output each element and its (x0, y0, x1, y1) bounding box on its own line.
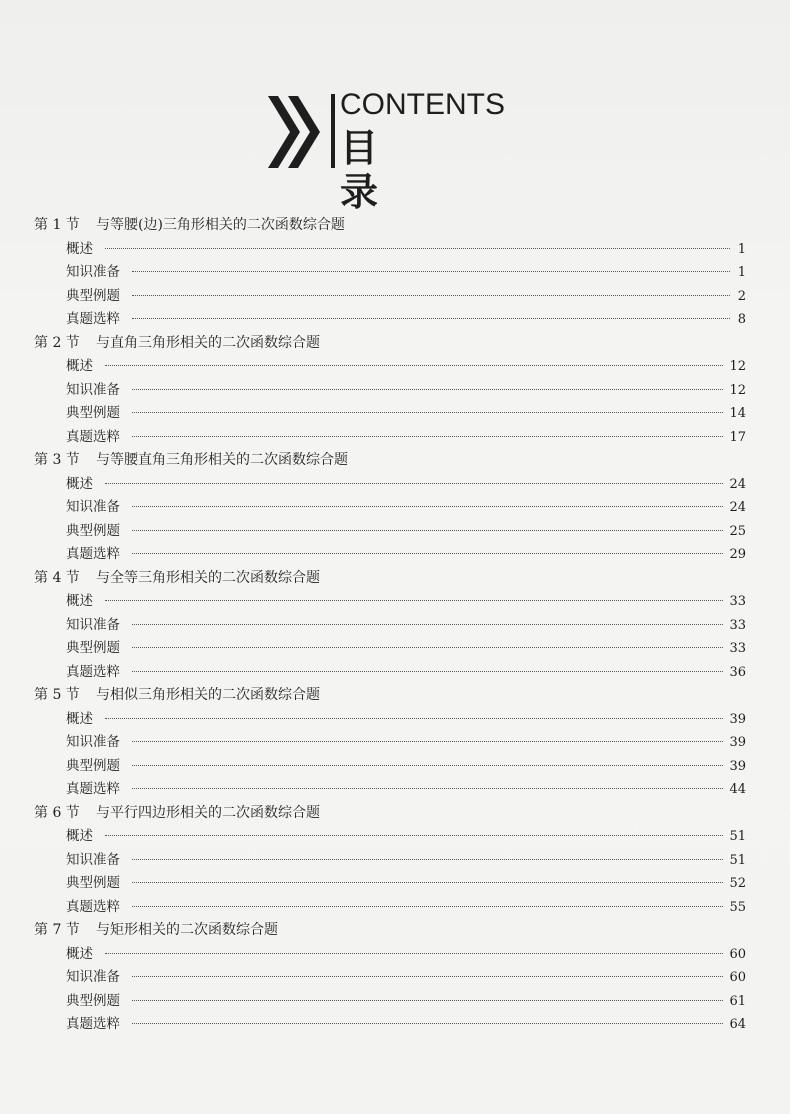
page-number: 39 (729, 711, 746, 727)
entry-label: 真题选粹 (66, 663, 120, 680)
entry-label: 典型例题 (66, 757, 120, 774)
page-number: 1 (737, 241, 746, 257)
page-number: 17 (729, 429, 746, 445)
entry-label: 真题选粹 (66, 781, 120, 797)
chapter-title: 与等腰直角三角形相关的二次函数综合题 (96, 452, 348, 468)
page-number: 55 (729, 899, 746, 915)
page-number: 44 (729, 782, 746, 797)
dot-leader (105, 599, 723, 601)
chapter-title: 与直角三角形相关的二次函数综合题 (96, 334, 320, 351)
header-divider (331, 94, 335, 168)
entry-label: 概述 (66, 828, 93, 844)
chapter-number: 第 6 节 (34, 804, 80, 821)
entry-label: 概述 (66, 475, 93, 492)
entry-label: 知识准备 (66, 851, 120, 868)
toc-entry[interactable] (34, 943, 746, 967)
toc-entry[interactable] (34, 990, 746, 1014)
table-of-contents (34, 214, 746, 1037)
dot-leader (105, 717, 723, 719)
page-number: 33 (729, 641, 746, 656)
dot-leader (105, 952, 723, 954)
toc-entry[interactable] (34, 379, 746, 403)
chapter-heading[interactable] (34, 332, 746, 356)
entry-label: 典型例题 (66, 640, 120, 656)
toc-entry[interactable] (34, 966, 746, 990)
toc-entry[interactable] (34, 426, 746, 450)
page-number: 52 (729, 876, 746, 891)
page-number: 1 (737, 265, 746, 280)
chapter-number: 第 1 节 (34, 217, 80, 233)
chapter-heading[interactable] (34, 919, 746, 943)
toc-entry[interactable] (34, 661, 746, 685)
page-number: 14 (729, 406, 746, 421)
entry-label: 知识准备 (66, 969, 120, 985)
toc-entry[interactable] (34, 355, 746, 379)
dot-leader (132, 294, 730, 296)
chapter-title: 与相似三角形相关的二次函数综合题 (96, 687, 320, 703)
page-number: 39 (729, 735, 746, 750)
entry-label: 典型例题 (66, 875, 120, 891)
entry-label: 知识准备 (66, 499, 120, 515)
chapter-number: 第 3 节 (34, 452, 80, 468)
toc-entry[interactable] (34, 496, 746, 520)
dot-leader (132, 787, 723, 789)
page-number: 2 (737, 288, 746, 304)
dot-leader (132, 411, 723, 413)
entry-label: 知识准备 (66, 264, 120, 280)
entry-label: 真题选粹 (66, 311, 120, 327)
entry-label: 概述 (66, 945, 93, 962)
chapter-title: 与全等三角形相关的二次函数综合题 (96, 569, 320, 586)
page-number: 33 (729, 617, 746, 633)
toc-entry[interactable] (34, 520, 746, 544)
dot-leader (132, 435, 723, 437)
toc-entry[interactable] (34, 1013, 746, 1037)
entry-label: 概述 (66, 358, 93, 374)
page-number: 36 (729, 664, 746, 680)
toc-entry[interactable] (34, 849, 746, 873)
chapter-heading[interactable] (34, 449, 746, 473)
toc-entry[interactable] (34, 402, 746, 426)
page-number: 51 (729, 829, 746, 844)
toc-entry[interactable] (34, 543, 746, 567)
entry-label: 知识准备 (66, 734, 120, 750)
toc-entry[interactable] (34, 614, 746, 638)
toc-entry[interactable] (34, 778, 746, 802)
toc-entry[interactable] (34, 637, 746, 661)
page-title: 目 录 (340, 126, 413, 214)
chapter-heading[interactable] (34, 567, 746, 591)
dot-leader (132, 505, 723, 507)
chapter-number: 第 4 节 (34, 569, 80, 586)
toc-entry[interactable] (34, 755, 746, 779)
page-number: 51 (729, 852, 746, 868)
toc-header (268, 88, 528, 214)
page-number: 33 (729, 594, 746, 609)
entry-label: 真题选粹 (66, 1016, 120, 1032)
entry-label: 概述 (66, 593, 93, 609)
page-number: 24 (729, 476, 746, 492)
dot-leader (132, 764, 723, 766)
entry-label: 知识准备 (66, 616, 120, 633)
page-number: 12 (729, 382, 746, 398)
dot-leader (105, 247, 730, 249)
page-number: 29 (729, 547, 746, 562)
page-number: 12 (729, 359, 746, 374)
entry-label: 典型例题 (66, 522, 120, 539)
double-chevron-icon (268, 96, 328, 168)
toc-entry[interactable] (34, 896, 746, 920)
dot-leader (132, 388, 723, 390)
entry-label: 真题选粹 (66, 898, 120, 915)
entry-label: 典型例题 (66, 287, 120, 304)
entry-label: 真题选粹 (66, 546, 120, 562)
toc-entry[interactable] (34, 708, 746, 732)
toc-entry[interactable] (34, 473, 746, 497)
chapter-heading[interactable] (34, 214, 746, 238)
dot-leader (105, 482, 723, 484)
dot-leader (132, 317, 730, 319)
entry-label: 典型例题 (66, 405, 120, 421)
chapter-title: 与矩形相关的二次函数综合题 (96, 922, 278, 938)
chapter-number: 第 2 节 (34, 334, 80, 351)
toc-entry[interactable] (34, 261, 746, 285)
chapter-number: 第 7 节 (34, 922, 80, 938)
dot-leader (105, 364, 723, 366)
dot-leader (132, 858, 723, 860)
entry-label: 真题选粹 (66, 428, 120, 445)
dot-leader (132, 552, 723, 554)
page-number: 60 (729, 970, 746, 985)
dot-leader (132, 646, 723, 648)
toc-entry[interactable] (34, 590, 746, 614)
toc-entry[interactable] (34, 825, 746, 849)
dot-leader (132, 623, 723, 625)
page-number: 24 (729, 500, 746, 515)
page-number: 60 (729, 946, 746, 962)
entry-label: 知识准备 (66, 381, 120, 398)
entry-label: 概述 (66, 710, 93, 727)
chapter-heading[interactable] (34, 684, 746, 708)
dot-leader (105, 834, 723, 836)
chapter-heading[interactable] (34, 802, 746, 826)
page-number: 61 (729, 993, 746, 1009)
dot-leader (132, 1022, 723, 1024)
dot-leader (132, 670, 723, 672)
toc-entry[interactable] (34, 308, 746, 332)
toc-entry[interactable] (34, 238, 746, 262)
dot-leader (132, 999, 723, 1001)
page-number: 39 (729, 758, 746, 774)
toc-entry[interactable] (34, 731, 746, 755)
page-number: 25 (729, 523, 746, 539)
page-number: 64 (729, 1017, 746, 1032)
chapter-title: 与等腰(边)三角形相关的二次函数综合题 (96, 217, 345, 233)
dot-leader (132, 529, 723, 531)
contents-label: CONTENTS (340, 88, 505, 121)
page-number: 8 (737, 312, 746, 327)
entry-label: 典型例题 (66, 992, 120, 1009)
dot-leader (132, 881, 723, 883)
dot-leader (132, 270, 730, 272)
chapter-title: 与平行四边形相关的二次函数综合题 (96, 804, 320, 821)
dot-leader (132, 905, 723, 907)
toc-entry[interactable] (34, 285, 746, 309)
entry-label: 概述 (66, 240, 93, 257)
dot-leader (132, 975, 723, 977)
chapter-number: 第 5 节 (34, 687, 80, 703)
dot-leader (132, 740, 723, 742)
toc-entry[interactable] (34, 872, 746, 896)
